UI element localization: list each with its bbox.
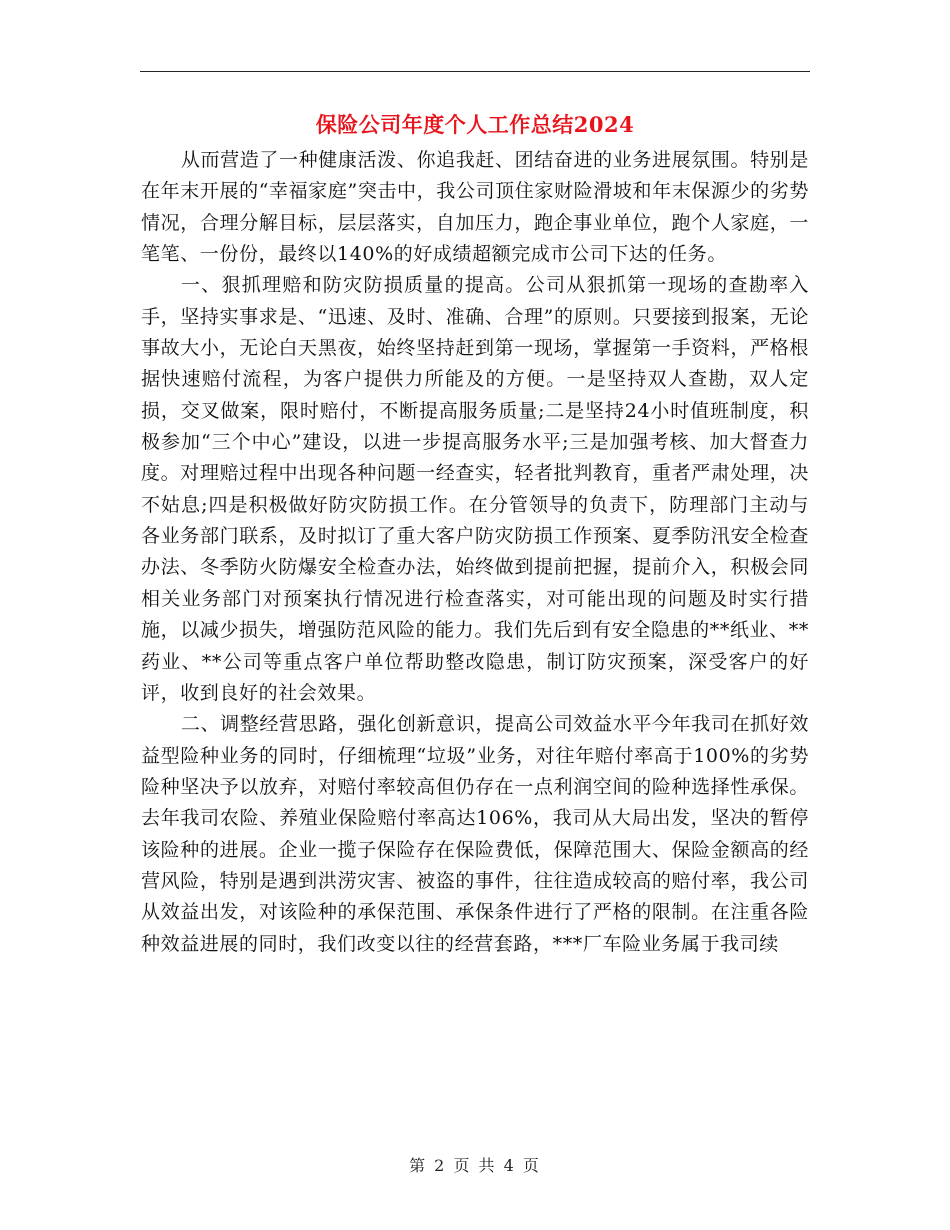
- page-footer: 第 2 页 共 4 页: [409, 1156, 541, 1175]
- document-body: [141, 145, 809, 960]
- header-rule: [140, 71, 810, 72]
- document-title: 保险公司年度个人工作总结2024: [315, 112, 635, 137]
- paragraph-intro: 从而营造了一种健康活泼、你追我赶、团结奋进的业务进展氛围。特别是在年末开展的“幸福家庭”突击中，我公司顶住家财险滑坡和年末保源少的劣势情况，合理分解目标，层层落实，自加压力，跑企事业单位，跑个人家庭，一笔笔、一份份，最终以140%的好成绩超额完成市公司下达的任务。: [141, 149, 809, 266]
- paragraph-strategy: 二、调整经营思路，强化创新意识，提高公司效益水平今年我司在抓好效益型险种业务的同时，仔细梳理“垃圾”业务，对往年赔付率高于100%的劣势险种坚决予以放弃，对赔付率较高但仍存在一点利润空间的险种选择性承保。去年我司农险、养殖业保险赔付率高达106%，我司从大局出发，坚决的暂停该险种的进展。企业一揽子保险存在保险费低，保障范围大、保险金额高的经营风险，特别是遇到洪涝灾害、被盗的事件，往往造成较高的赔付率，我公司从效益出发，对该险种的承保范围、承保条件进行了严格的限制。在注重各险种效益进展的同时，我们改变以往的经营套路，***厂车险业务属于我司续: [141, 713, 809, 955]
- paragraph-claims: 一、狠抓理赔和防灾防损质量的提高。公司从狠抓第一现场的查勘率入手，坚持实事求是、“迅速、及时、准确、合理”的原则。只要接到报案，无论事故大小，无论白天黑夜，始终坚持赶到第一现场，掌握第一手资料，严格根据快速赔付流程，为客户提供力所能及的方便。一是坚持双人查勘，双人定损，交叉做案，限时赔付，不断提高服务质量;二是坚持24小时值班制度，积极参加“三个中心”建设，以进一步提高服务水平;三是加强考核、加大督查力度。对理赔过程中出现各种问题一经查实，轻者批判教育，重者严肃处理，决不姑息;四是积极做好防灾防损工作。在分管领导的负责下，防理部门主动与各业务部门联系，及时拟订了重大客户防灾防损工作预案、夏季防汛安全检查办法、冬季防火防爆安全检查办法，始终做到提前把握，提前介入，积极会同相关业务部门对预案执行情况进行检查落实，对可能出现的问题及时实行措施，以减少损失，增强防范风险的能力。我们先后到有安全隐患的**纸业、**药业、**公司等重点客户单位帮助整改隐患，制订防灾预案，深受客户的好评，收到良好的社会效果。: [141, 274, 809, 704]
